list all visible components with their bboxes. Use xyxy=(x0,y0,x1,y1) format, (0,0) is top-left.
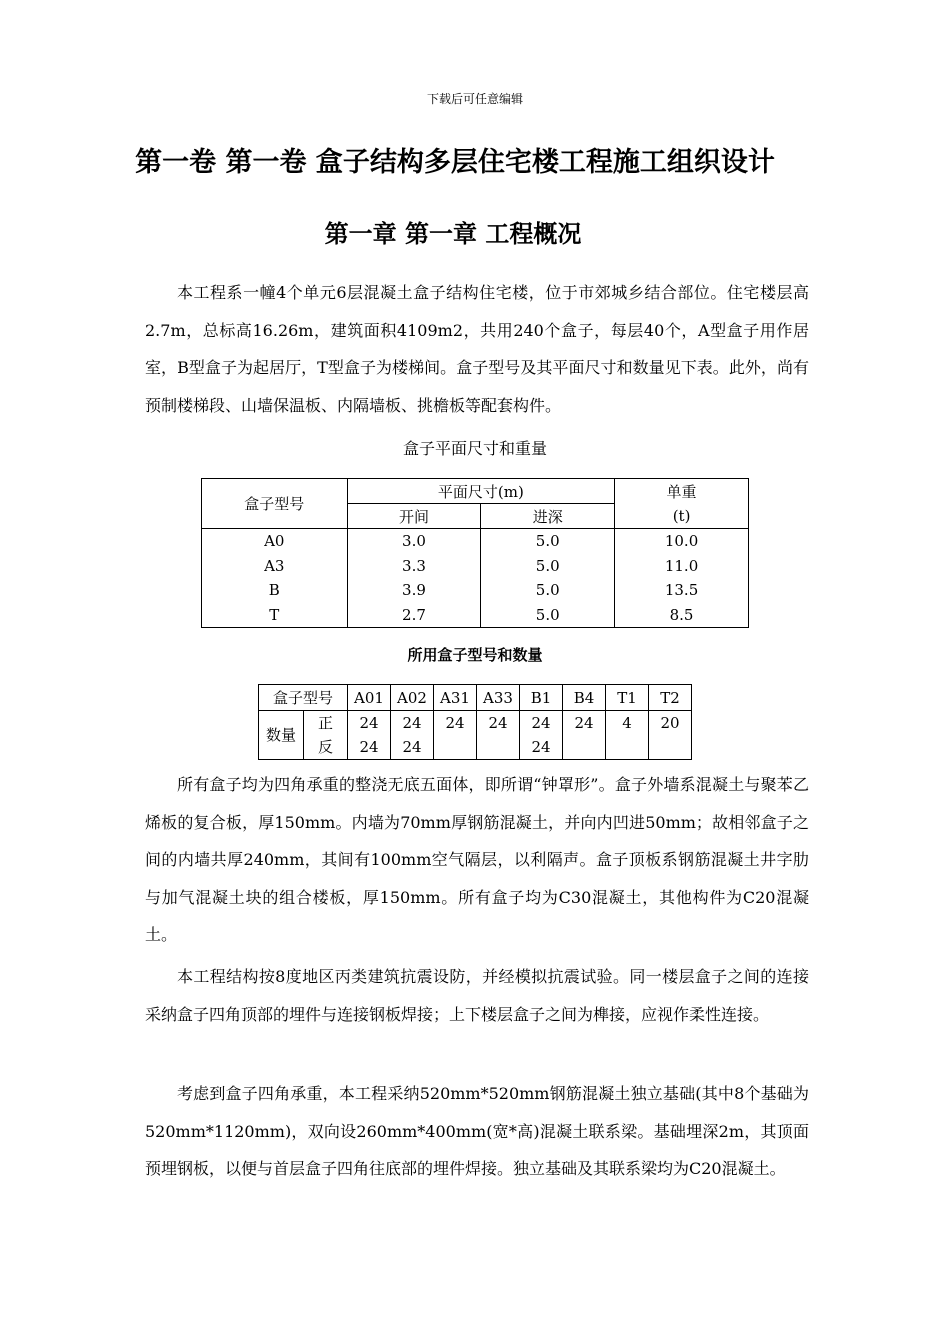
header-box-type: 盒子型号 xyxy=(259,685,348,711)
type-cell: B1 xyxy=(520,685,563,711)
type-cell: A31 xyxy=(434,685,477,711)
table1-caption: 盒子平面尺寸和重量 xyxy=(402,439,547,458)
orientation-cell xyxy=(304,711,348,760)
header-note: 下载后可任意编辑 xyxy=(426,92,523,106)
qty-cell xyxy=(477,711,520,760)
qty-fan: 24 xyxy=(402,738,422,756)
type-cell: A33 xyxy=(477,685,520,711)
header-weight: 单重 xyxy=(615,479,749,504)
table-row xyxy=(202,578,749,603)
cell-depth: 5.0 xyxy=(481,578,615,603)
table-row xyxy=(202,554,749,579)
qty-zheng: 24 xyxy=(531,714,551,732)
paragraph-overview: 本工程系一幢4个单元6层混凝土盒子结构住宅楼，位于市郊城乡结合部位。住宅楼层高2.7m，总标高16.26m，建筑面积4109m2，共用240个盒子，每层40个，A型盒子用作居室，B型盒子为起居厅，T型盒子为楼梯间。盒子型号及其平面尺寸和数量见下表。此外，尚有预制楼梯段、山墙保温板、内隔墙板、挑檐板等配套构件。 xyxy=(145,283,809,415)
cell-weight: 11.0 xyxy=(615,554,749,579)
quantity-label: 数量 xyxy=(259,711,304,760)
qty-fan xyxy=(477,735,519,759)
paragraph-box-structure: 所有盒子均为四角承重的整浇无底五面体，即所谓“钟罩形”。盒子外墙系混凝土与聚苯乙烯板的复合板，厚150mm。内墙为70mm厚钢筋混凝土，并向内凹进50mm；故相邻盒子之间的内墙共厚240mm，其间有100mm空气隔层，以利隔声。盒子顶板系钢筋混凝土井字肋与加气混凝土块的组合楼板，厚150mm。所有盒子均为C30混凝土，其他构件为C20混凝土。 xyxy=(145,775,809,944)
table2-caption: 所用盒子型号和数量 xyxy=(407,646,543,664)
table-row xyxy=(202,603,749,628)
qty-fan xyxy=(606,735,648,759)
qty-cell xyxy=(434,711,477,760)
qty-fan xyxy=(649,735,691,759)
qty-cell xyxy=(391,711,434,760)
cell-weight: 8.5 xyxy=(615,603,749,628)
qty-zheng: 24 xyxy=(359,714,379,732)
header-plan-size: 平面尺寸(m) xyxy=(347,479,615,504)
qty-zheng: 4 xyxy=(622,714,632,732)
box-size-weight-table xyxy=(201,478,749,628)
cell-bay: 3.0 xyxy=(347,529,481,554)
qty-cell xyxy=(348,711,391,760)
cell-type: A0 xyxy=(202,529,348,554)
cell-bay: 2.7 xyxy=(347,603,481,628)
qty-zheng: 24 xyxy=(445,714,465,732)
cell-type: T xyxy=(202,603,348,628)
type-cell: T2 xyxy=(649,685,692,711)
type-cell: B4 xyxy=(563,685,606,711)
type-cell: A01 xyxy=(348,685,391,711)
table-row xyxy=(202,529,749,554)
document-title: 第一卷 第一卷 盒子结构多层住宅楼工程施工组织设计 xyxy=(135,147,775,178)
cell-depth: 5.0 xyxy=(481,529,615,554)
qty-fan: 24 xyxy=(531,738,551,756)
cell-depth: 5.0 xyxy=(481,603,615,628)
qty-fan xyxy=(563,735,605,759)
qty-cell xyxy=(563,711,606,760)
cell-type: A3 xyxy=(202,554,348,579)
paragraph-foundation: 考虑到盒子四角承重，本工程采纳520mm*520mm钢筋混凝土独立基础(其中8个基础为520mm*1120mm)，双向设260mm*400mm(宽*高)混凝土联系梁。基础埋深2m，其顶面预埋钢板，以便与首层盒子四角往底部的埋件焊接。独立基础及其联系梁均为C20混凝土。 xyxy=(145,1084,809,1178)
qty-zheng: 20 xyxy=(660,714,680,732)
header-depth: 进深 xyxy=(481,504,615,529)
cell-depth: 5.0 xyxy=(481,554,615,579)
chapter-title: 第一章 第一章 工程概况 xyxy=(324,220,582,248)
cell-type: B xyxy=(202,578,348,603)
header-box-type: 盒子型号 xyxy=(202,479,348,529)
zheng-label: 正 xyxy=(317,714,333,732)
box-quantity-table xyxy=(258,684,692,760)
cell-bay: 3.3 xyxy=(347,554,481,579)
header-bay: 开间 xyxy=(347,504,481,529)
qty-cell xyxy=(649,711,692,760)
qty-zheng: 24 xyxy=(574,714,594,732)
qty-cell xyxy=(520,711,563,760)
cell-weight: 13.5 xyxy=(615,578,749,603)
paragraph-seismic: 本工程结构按8度地区丙类建筑抗震设防，并经模拟抗震试验。同一楼层盒子之间的连接采纳盒子四角顶部的埋件与连接钢板焊接；上下楼层盒子之间为榫接，应视作柔性连接。 xyxy=(145,967,809,1024)
qty-zheng: 24 xyxy=(488,714,508,732)
fan-label: 反 xyxy=(317,738,333,756)
qty-fan xyxy=(434,735,476,759)
qty-zheng: 24 xyxy=(402,714,422,732)
cell-weight: 10.0 xyxy=(615,529,749,554)
qty-cell xyxy=(606,711,649,760)
type-cell: T1 xyxy=(606,685,649,711)
cell-bay: 3.9 xyxy=(347,578,481,603)
type-cell: A02 xyxy=(391,685,434,711)
header-weight-unit: (t) xyxy=(615,504,749,529)
qty-fan: 24 xyxy=(359,738,379,756)
